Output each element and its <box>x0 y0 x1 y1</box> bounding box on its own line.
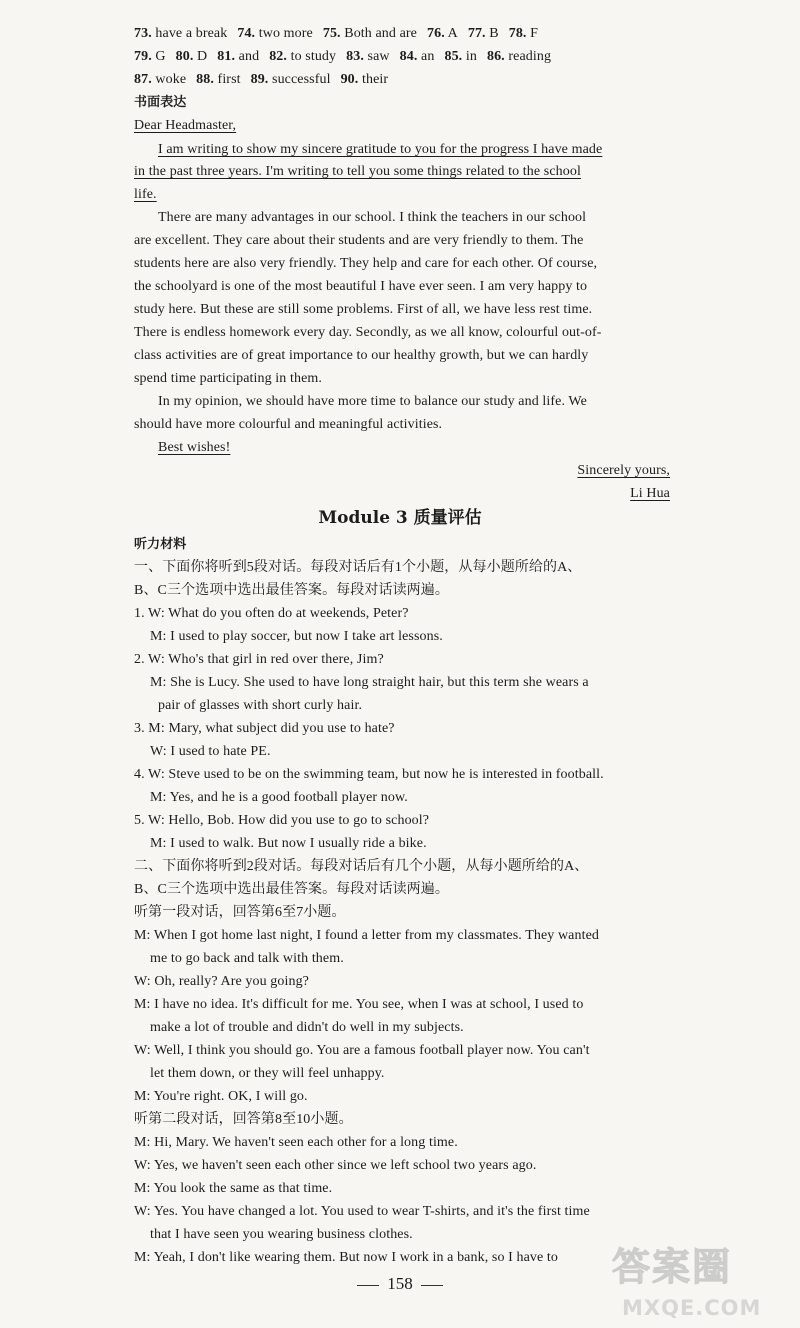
listening-line: M: I used to walk. But now I usually ride a bike. <box>150 836 427 851</box>
answer-number: 84. <box>399 49 418 64</box>
page-number-dash-left <box>357 1285 379 1286</box>
listening-line: 1. W: What do you often do at weekends, Peter? <box>134 606 409 621</box>
answer-text: D <box>193 49 208 64</box>
listening-line: M: Hi, Mary. We haven't seen each other for a long time. <box>134 1135 458 1150</box>
listening-line: 4. W: Steve used to be on the swimming team, but now he is interested in football. <box>134 767 604 782</box>
listening-line: 3. M: Mary, what subject did you use to hate? <box>134 721 395 736</box>
listening-line: M: When I got home last night, I found a letter from my classmates. They wanted <box>134 928 599 943</box>
answer-text: F <box>526 26 539 41</box>
listening-line: let them down, or they will feel unhappy. <box>150 1066 385 1081</box>
listening-line: 5. W: Hello, Bob. How did you use to go to school? <box>134 813 430 828</box>
listening-line: that I have seen you wearing business clothes. <box>150 1227 413 1242</box>
answer-text: reading <box>504 49 552 64</box>
listening-line: B、C三个选项中选出最佳答案。每段对话读两遍。 <box>134 882 449 897</box>
answer-number: 87. <box>134 72 152 87</box>
answer-row-1 <box>134 24 674 44</box>
answer-number: 78. <box>508 26 527 41</box>
letter-line: In my opinion, we should have more time to balance our study and life. We <box>158 394 587 409</box>
answer-text: two more <box>255 26 313 41</box>
module-title: Module 3 质量评估 <box>318 508 482 528</box>
listening-line: 二、下面你将听到2段对话。每段对话后有几个小题，从每小题所给的A、 <box>134 859 589 874</box>
listening-line: M: I used to play soccer, but now I take art lessons. <box>150 629 443 644</box>
answer-number: 77. <box>467 26 486 41</box>
listening-line: W: Well, I think you should go. You are a famous football player now. You can't <box>134 1043 590 1058</box>
writing-heading: 书面表达 <box>134 95 187 110</box>
answer-number: 86. <box>486 49 505 64</box>
listening-line: B、C三个选项中选出最佳答案。每段对话读两遍。 <box>134 583 449 598</box>
listening-line: 2. W: Who's that girl in red over there, Jim? <box>134 652 384 667</box>
answer-text: in <box>462 49 477 64</box>
answer-text: saw <box>363 49 390 64</box>
letter-line: are excellent. They care about their students and are very friendly to them. The <box>134 233 584 248</box>
answer-number: 79. <box>134 49 152 64</box>
watermark <box>612 1238 782 1328</box>
answer-number: 81. <box>217 49 236 64</box>
listening-line: 听第一段对话，回答第6至7小题。 <box>134 905 346 920</box>
letter-line: students here are also very friendly. They help and care for each other. Of course, <box>134 256 598 271</box>
letter-signature: Li Hua <box>630 486 670 501</box>
watermark-url: MXQE.COM <box>622 1296 762 1320</box>
letter-closing: Sincerely yours, <box>577 463 670 478</box>
letter-line: study here. But these are still some problems. First of all, we have less rest time. <box>134 302 593 317</box>
listening-line: M: She is Lucy. She used to have long straight hair, but this term she wears a <box>150 675 589 690</box>
letter-line: Best wishes! <box>158 440 231 455</box>
answer-text: to study <box>287 49 337 64</box>
letter-line: life. <box>134 187 157 202</box>
answer-row-2 <box>134 47 674 67</box>
answer-number: 73. <box>134 26 152 41</box>
answer-text: first <box>213 72 241 87</box>
listening-line: W: Yes, we haven't seen each other since we left school two years ago. <box>134 1158 537 1173</box>
listening-line: M: I have no idea. It's difficult for me. You see, when I was at school, I used to <box>134 997 584 1012</box>
answer-text: their <box>358 72 389 87</box>
answer-number: 82. <box>269 49 287 64</box>
answer-number: 89. <box>250 72 269 87</box>
letter-greeting: Dear Headmaster, <box>134 118 237 133</box>
listening-heading: 听力材料 <box>134 537 187 552</box>
answer-text: have a break <box>151 26 228 41</box>
page-number-text: 158 <box>387 1274 413 1293</box>
letter-line: I am writing to show my sincere gratitude to you for the progress I have made <box>158 142 603 157</box>
letter-line: There are many advantages in our school. I think the teachers in our school <box>158 210 587 225</box>
answer-number: 75. <box>322 26 341 41</box>
answer-text: G <box>151 49 166 64</box>
listening-line: M: You're right. OK, I will go. <box>134 1089 308 1104</box>
listening-line: M: You look the same as that time. <box>134 1181 333 1196</box>
answer-row-3 <box>134 70 674 90</box>
answer-text: woke <box>151 72 187 87</box>
listening-line: M: Yes, and he is a good football player now. <box>150 790 408 805</box>
listening-line: W: I used to hate PE. <box>150 744 271 759</box>
answer-number: 90. <box>340 72 359 87</box>
listening-line: me to go back and talk with them. <box>150 951 344 966</box>
answer-text: B <box>485 26 499 41</box>
letter-line: spend time participating in them. <box>134 371 322 386</box>
listening-line: W: Oh, really? Are you going? <box>134 974 309 989</box>
answer-number: 76. <box>427 26 445 41</box>
answer-text: an <box>417 49 435 64</box>
page-number-dash-right <box>421 1285 443 1286</box>
letter-line: should have more colourful and meaningful activities. <box>134 417 443 432</box>
letter-line: There is endless homework every day. Secondly, as we all know, colourful out-of- <box>134 325 602 340</box>
listening-line: pair of glasses with short curly hair. <box>158 698 363 713</box>
answer-number: 83. <box>346 49 364 64</box>
answer-text: A <box>444 26 458 41</box>
answer-number: 74. <box>237 26 256 41</box>
answer-number: 85. <box>444 49 463 64</box>
listening-line: 一、下面你将听到5段对话。每段对话后有1个小题，从每小题所给的A、 <box>134 560 582 575</box>
listening-line: make a lot of trouble and didn't do well in my subjects. <box>150 1020 464 1035</box>
listening-line: W: Yes. You have changed a lot. You used to wear T-shirts, and it's the first time <box>134 1204 590 1219</box>
answer-number: 88. <box>196 72 214 87</box>
answer-text: successful <box>268 72 331 87</box>
answer-number: 80. <box>175 49 194 64</box>
watermark-logo: 答案圈 <box>612 1245 733 1289</box>
letter-line: in the past three years. I'm writing to tell you some things related to the school <box>134 164 581 179</box>
listening-line: M: Yeah, I don't like wearing them. But now I work in a bank, so I have to <box>134 1250 559 1265</box>
listening-line: 听第二段对话，回答第8至10小题。 <box>134 1112 353 1127</box>
answer-text: and <box>235 49 260 64</box>
letter-line: the schoolyard is one of the most beautiful I have ever seen. I am very happy to <box>134 279 588 294</box>
letter-line: class activities are of great importance to our healthy growth, but we can hardly <box>134 348 589 363</box>
answer-text: Both and are <box>340 26 417 41</box>
